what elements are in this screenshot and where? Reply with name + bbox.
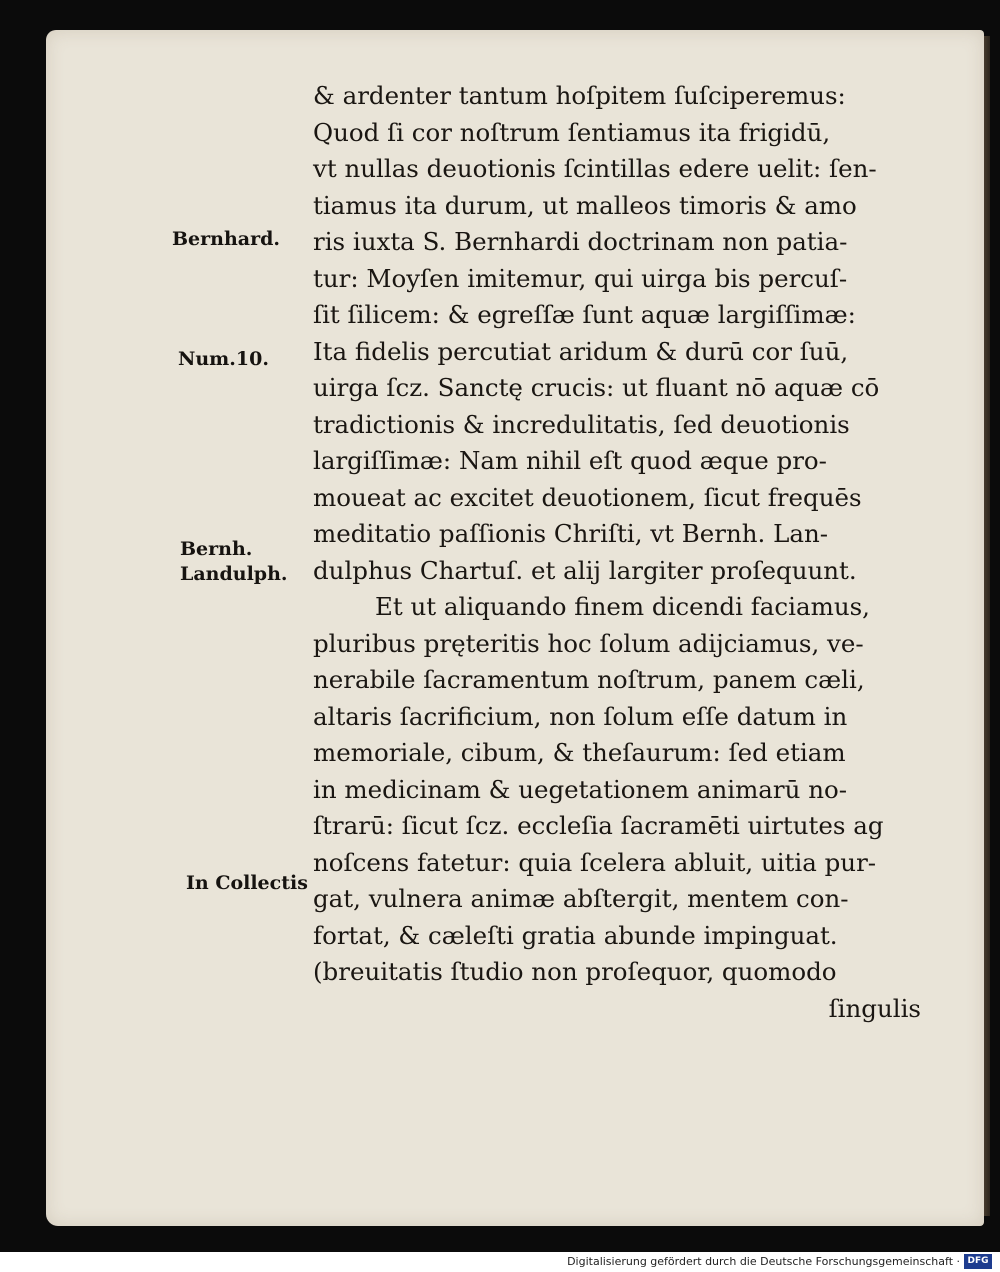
text-line: ſit ſilicem: & egreſſæ ſunt aquæ largiſſimæ: [313,300,856,329]
margin-note-collectis: In Collectis [186,872,308,894]
text-line: memoriale, cibum, & theſaurum: ſed etiam [313,738,846,767]
margin-note-bernh: Bernh. [180,538,253,560]
margin-note-num: Num.10. [178,348,269,370]
text-line: tur: Moyſen imitemur, qui uirga bis percuſ- [313,263,848,293]
body-text [313,78,933,1027]
text-line: tradictionis & incredulitatis, ſed deuotionis [313,409,850,439]
text-line: in medicinam & uegetationem animarū no- [313,774,847,804]
text-line: meditatio paſſionis Chriſti, vt Bernh. Lan- [313,519,829,548]
margin-note-landulph: Landulph. [180,563,288,585]
text-line: ris iuxta S. Bernhardi doctrinam non patia- [313,227,848,256]
text-line: fortat, & cæleſti gratia abunde impinguat. [313,920,838,950]
text-line: ſtrarū: ſicut ſcz. eccleſia ſacramēti uirtutes ag [313,811,884,840]
text-line: moueat ac excitet deuotionem, ſicut frequēs [313,482,862,512]
text-line: altaris ſacrificium, non ſolum eſſe datum in [313,701,848,731]
text-line-paragraph-start: Et ut aliquando finem dicendi faciamus, [375,592,870,621]
funding-credit: Digitalisierung gefördert durch die Deutsche Forschungsgemeinschaft · [567,1255,960,1268]
text-line: dulphus Chartuſ. et alij largiter proſequunt. [313,555,857,585]
footer-bar [0,1252,1000,1272]
text-line: vt nullas deuotionis ſcintillas edere uelit: ſen- [313,154,877,183]
text-line: & ardenter tantum hoſpitem ſuſciperemus: [313,81,846,110]
text-line: gat, vulnera animæ abſtergit, mentem con- [313,884,849,913]
text-line: Quod ſi cor noſtrum ſentiamus ita frigidū, [313,117,831,147]
text-line: largiſſimæ: Nam nihil eſt quod æque pro- [313,446,827,475]
text-line: nerabile ſacramentum noſtrum, panem cæli, [313,665,865,694]
text-line: pluribus prętеritis hoc ſolum adijciamus, ve- [313,628,864,658]
catchword: ſingulis [828,993,921,1023]
dfg-logo: DFG [964,1254,992,1269]
text-line: uirga ſcz. Sanctę crucis: ut fluant nō aquæ cō [313,373,880,402]
text-line: (breuitatis ſtudio non proſequor, quomodo [313,957,837,986]
text-line: Ita fidelis percutiat aridum & durū cor ſuū, [313,336,849,366]
text-line: noſcens fatetur: quia ſcelera abluit, uitia pur- [313,847,877,877]
margin-note-bernhard: Bernhard. [172,228,281,250]
text-line: tiamus ita durum, ut malleos timoris & amo [313,190,857,220]
